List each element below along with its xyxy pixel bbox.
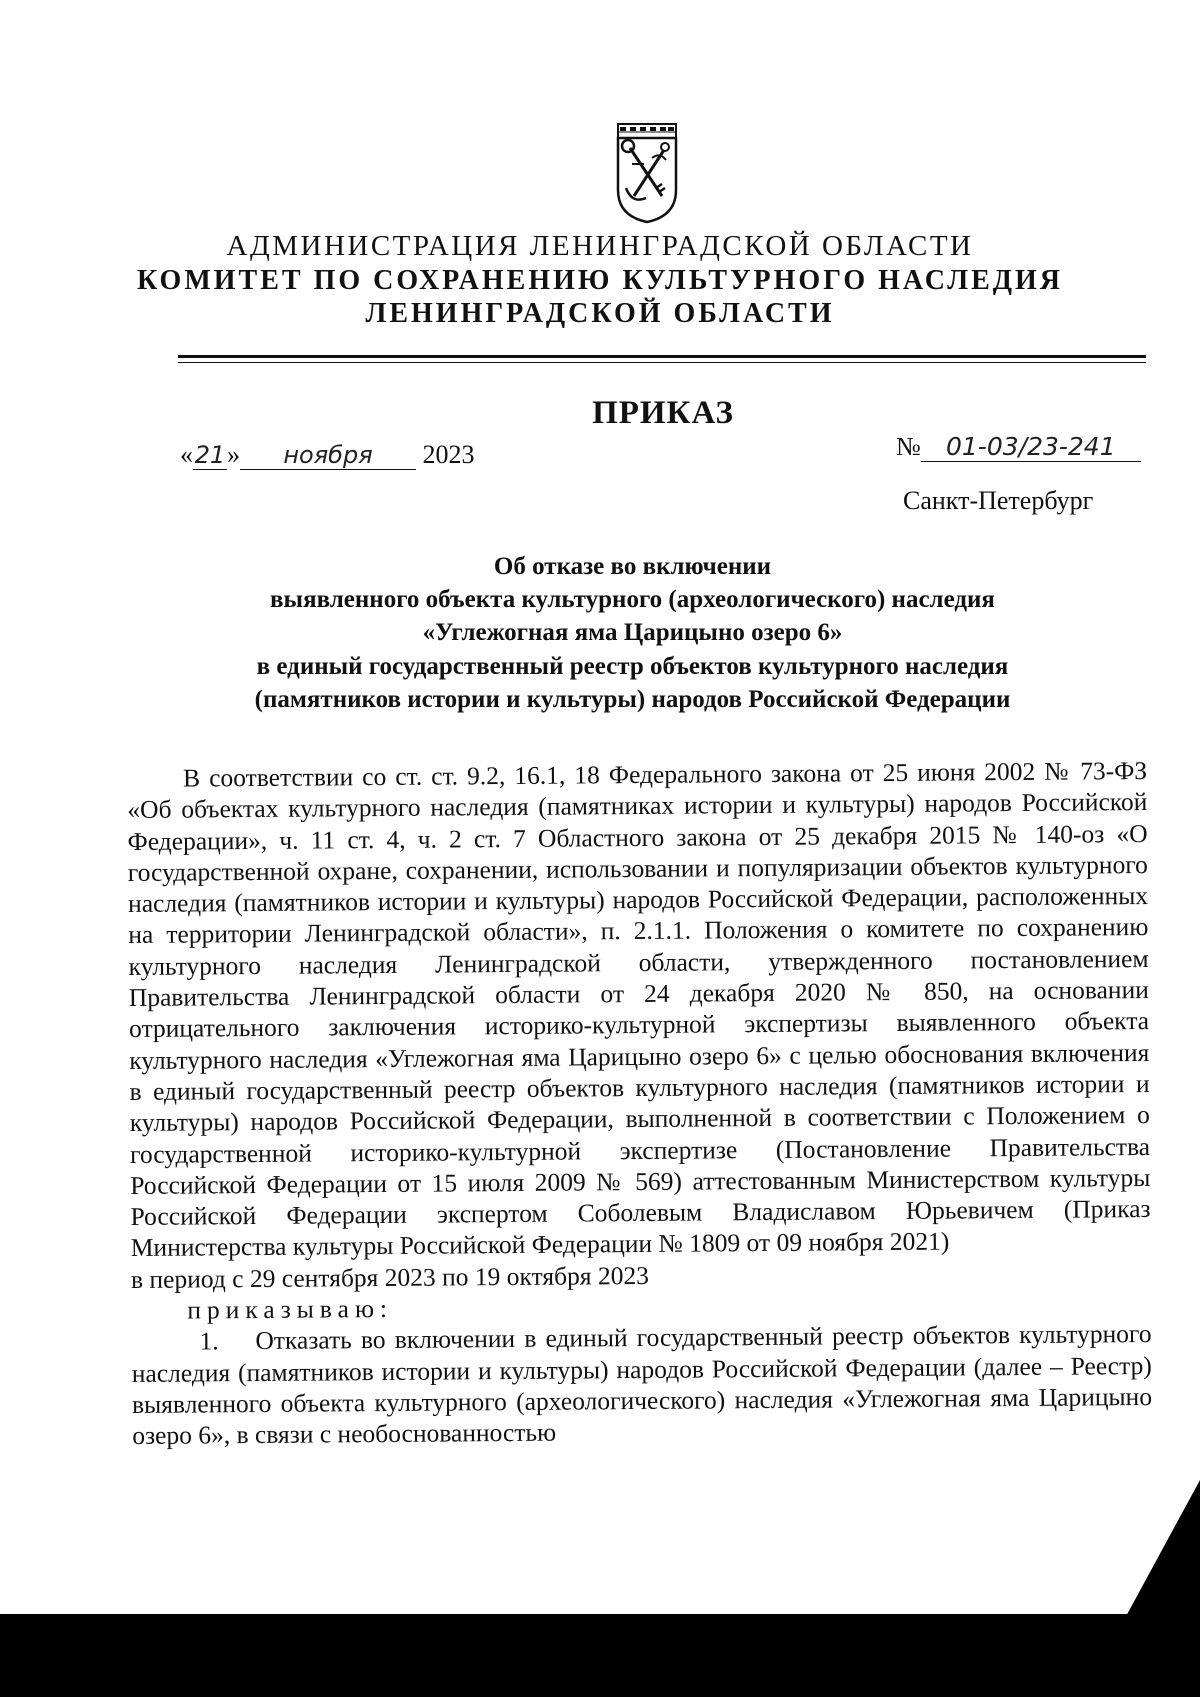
subject-line: Об отказе во включении [493,553,772,580]
date-year: 2023 [422,440,475,469]
coat-of-arms-icon [612,118,682,228]
document-title: ПРИКАЗ [592,395,734,431]
period-line: в период с 29 сентября 2023 по 19 октября 2023 [130,1260,650,1294]
scan-edge-shadow [1124,1480,1200,1620]
scan-bottom-border [0,1614,1200,1697]
order-date [180,440,475,470]
date-day: 21 [194,441,226,469]
header-rule-thick [178,355,1146,358]
subject-line: в единый государственный реестр объектов культурного наследия [256,652,1009,680]
number-prefix: № [896,432,921,461]
order-word: приказываю: [187,1293,394,1325]
item-text: Отказать во включении в единый государственный реестр объектов культурного наследия (памятников истории и культуры) народов Российской Федерации (далее – Реестр) выявленного объекта культурного (археологического) наследия «Углежогная яма Царицыно озеро 6», в связи с необоснованностью [131,1319,1153,1451]
committee-region: ЛЕНИНГРАДСКОЙ ОБЛАСТИ [365,298,835,329]
order-item-1 [131,1318,1152,1451]
header-rule-thin [178,362,1146,363]
item-number: 1. [199,1326,219,1356]
subject-line: (памятников истории и культуры) народов Российской Федерации [254,685,1011,713]
order-body [127,755,1152,1452]
order-number [896,432,1141,462]
committee-name: КОМИТЕТ ПО СОХРАНЕНИЮ КУЛЬТУРНОГО НАСЛЕДИЯ [136,265,1064,296]
date-month: ноября [240,441,416,470]
preamble-paragraph: В соответствии со ст. ст. 9.2, 16.1, 18 Федерального закона от 25 июня 2002 № 73-ФЗ «Об объектах культурного наследия (памятниках истории и культуры) народов Российской Федерации», ч. 11 ст. 4, ч. 2 ст. 7 Областного закона от 25 декабря 2015 № 140-оз «О государственной охране, сохранении, использовании и популяризации объектов культурного наследия (памятников истории и культуры) народов Российской Федерации, расположенных на территории Ленинградской области», п. 2.1.1. Положения о комитете по сохранению культурного наследия Ленинградской области, утвержденного постановлением Правительства Ленинградской области от 24 декабря 2020 № 850, на основании отрицательного заключения историко-культурной экспертизы выявленного объекта культурного наследия «Углежогная яма Царицыно озеро 6» с целью обоснования включения в единый государственный реестр объектов культурного наследия (памятников истории и культуры) народов Российской Федерации, выполненной в соответствии с Положением о государственной историко-культурной экспертизе (Постановление Правительства Российской Федерации от 15 июля 2009 № 569) аттестованным Министерством культуры Российской Федерации экспертом Соболевым Владиславом Юрьевичем (Приказ Министерства культуры Российской Федерации № 1809 от 09 ноября 2021) [127,755,1151,1263]
date-open-quote: « [180,440,193,469]
number-value: 01-03/23-241 [921,432,1141,462]
administration-name: АДМИНИСТРАЦИЯ ЛЕНИНГРАДСКОЙ ОБЛАСТИ [226,230,974,262]
subject-line: «Углежогная яма Царицыно озеро 6» [422,619,843,647]
order-subject [0,550,1200,716]
date-close-quote: » [227,440,240,469]
city: Санкт-Петербург [903,486,1094,515]
subject-line: выявленного объекта культурного (археологического) наследия [270,586,995,614]
